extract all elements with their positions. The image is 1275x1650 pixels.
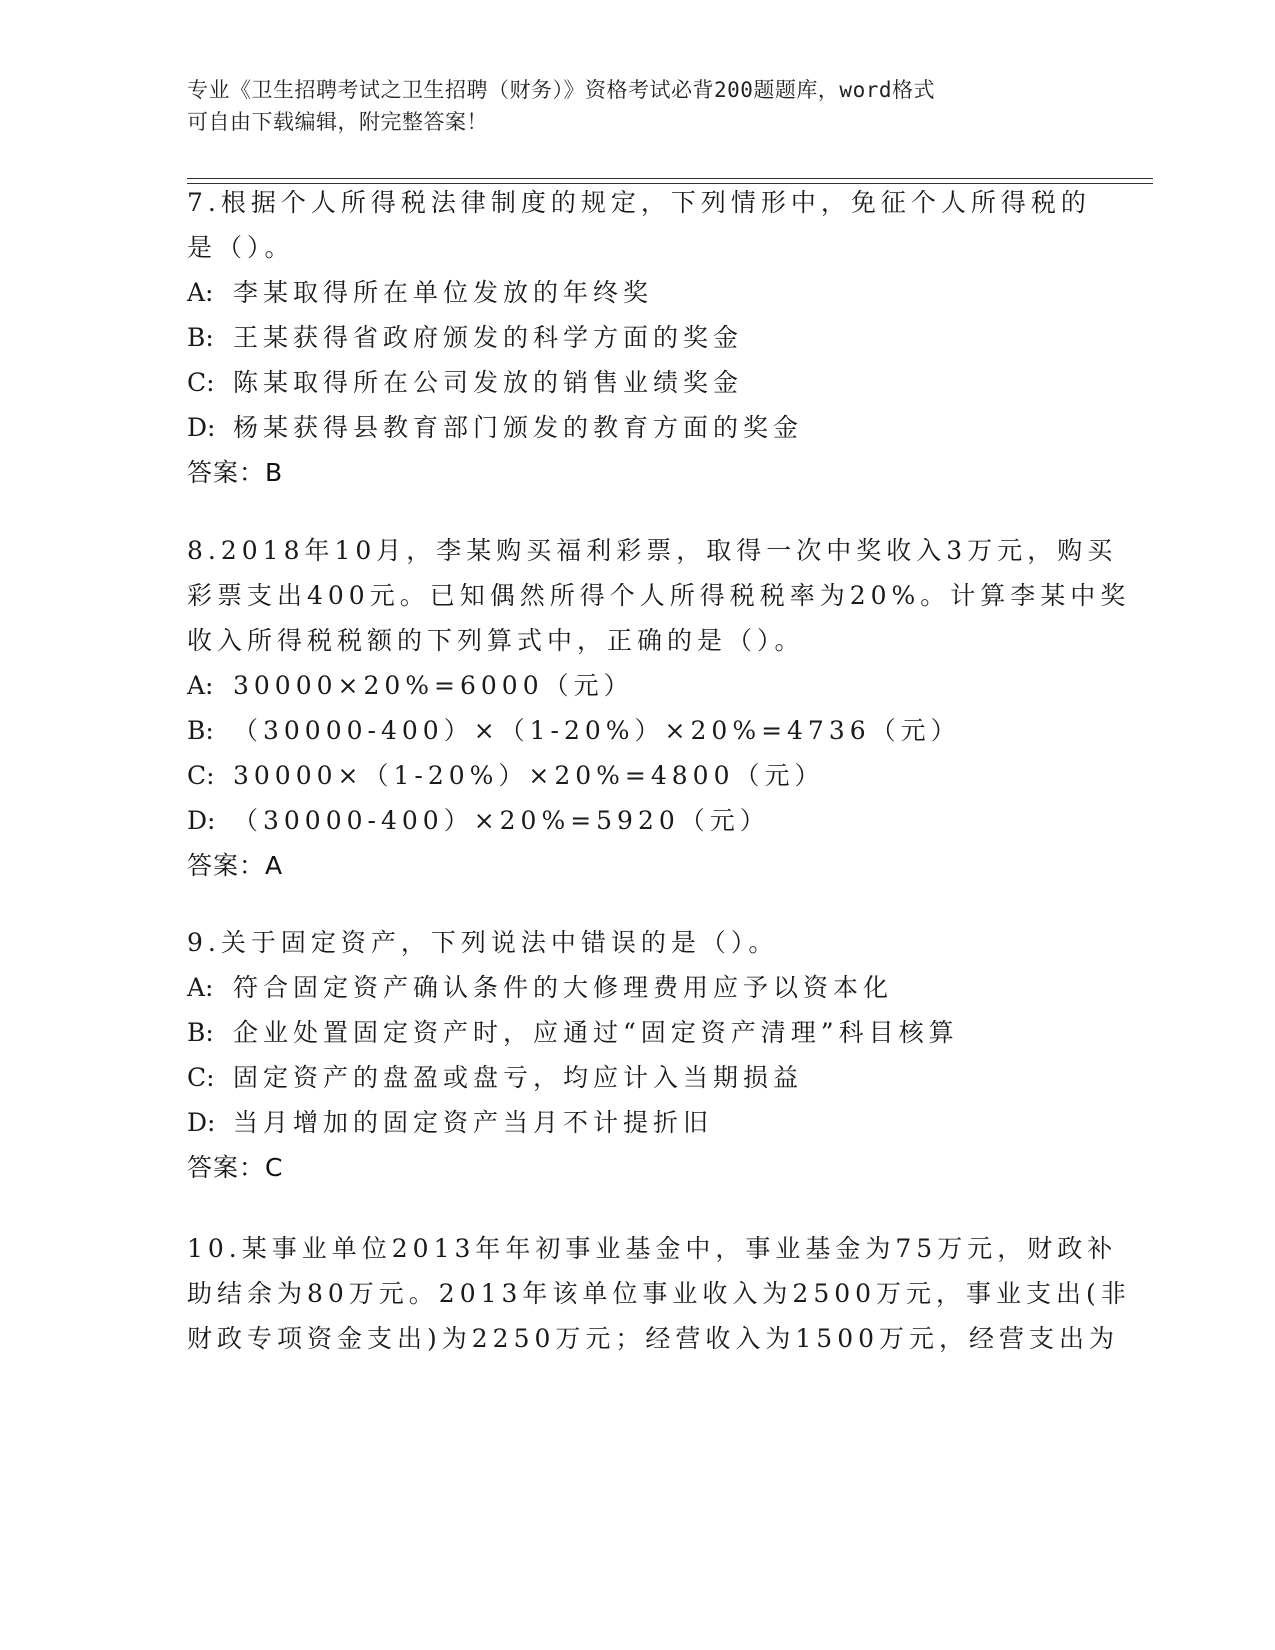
option-key: B: [187, 1018, 214, 1047]
option-text: 王某获得省政府颁发的科学方面的奖金 [233, 323, 744, 352]
question-8-option-a [187, 663, 1087, 708]
question-7-option-a [187, 270, 1087, 315]
question-9-option-d [187, 1100, 1087, 1145]
question-9 [187, 920, 1087, 1190]
option-key: D: [187, 1108, 216, 1137]
option-text: （30000-400）×（1-20%）×20%=4736（元） [233, 716, 961, 745]
question-7-stem-line-2: 是（）。 [187, 233, 295, 262]
question-7-stem-line-1: 7.根据个人所得税法律制度的规定，下列情形中，免征个人所得税的 [187, 188, 1091, 217]
question-7 [187, 180, 1091, 495]
option-key: A: [187, 278, 214, 307]
question-9-stem-line-1: 9.关于固定资产，下列说法中错误的是（）。 [187, 928, 779, 957]
option-key: A: [187, 671, 214, 700]
header-line-2: 可自由下载编辑，附完整答案！ [187, 110, 488, 134]
header-divider-top [187, 178, 1153, 179]
question-8-stem-line-1: 8.2018年10月，李某购买福利彩票，取得一次中奖收入3万元，购买 [187, 536, 1118, 565]
question-10 [187, 1226, 1131, 1361]
option-key: C: [187, 1063, 215, 1092]
question-10-stem-line-1: 10.某事业单位2013年年初事业基金中，事业基金为75万元，财政补 [187, 1234, 1118, 1263]
option-key: B: [187, 323, 214, 352]
option-text: 企业处置固定资产时，应通过“固定资产清理”科目核算 [233, 1018, 959, 1047]
option-text: 符合固定资产确认条件的大修理费用应予以资本化 [233, 973, 894, 1002]
question-8-answer: 答案：A [187, 851, 284, 880]
question-7-option-c [187, 360, 1087, 405]
question-8-option-d [187, 798, 1087, 843]
question-8-stem-line-2: 彩票支出400元。已知偶然所得个人所得税税率为20%。计算李某中奖 [187, 581, 1131, 610]
option-text: 30000×20%=6000（元） [233, 671, 634, 700]
question-7-answer: 答案：B [187, 458, 284, 487]
option-text: （30000-400）×20%=5920（元） [233, 806, 770, 835]
question-8 [187, 528, 1131, 888]
question-10-stem-line-3: 财政专项资金支出)为2250万元；经营收入为1500万元，经营支出为 [187, 1324, 1120, 1353]
option-key: C: [187, 368, 215, 397]
question-8-stem-line-3: 收入所得税税额的下列算式中，正确的是（）。 [187, 626, 805, 655]
question-9-option-a [187, 965, 1087, 1010]
option-text: 固定资产的盘盈或盘亏，均应计入当期损益 [233, 1063, 804, 1092]
question-7-option-d [187, 405, 1087, 450]
document-header [187, 74, 1067, 138]
option-key: A: [187, 973, 214, 1002]
question-9-answer: 答案：C [187, 1153, 284, 1182]
question-8-option-c [187, 753, 1087, 798]
header-line-1: 专业《卫生招聘考试之卫生招聘（财务）》资格考试必背200题题库，word格式 [187, 78, 935, 102]
question-8-option-b [187, 708, 1087, 753]
option-text: 陈某取得所在公司发放的销售业绩奖金 [233, 368, 744, 397]
option-key: C: [187, 761, 215, 790]
question-10-stem-line-2: 助结余为80万元。2013年该单位事业收入为2500万元，事业支出(非 [187, 1279, 1131, 1308]
option-text: 当月增加的固定资产当月不计提折旧 [233, 1108, 714, 1137]
question-7-option-b [187, 315, 1087, 360]
option-text: 30000×（1-20%）×20%=4800（元） [233, 761, 825, 790]
question-9-option-c [187, 1055, 1087, 1100]
option-text: 李某取得所在单位发放的年终奖 [233, 278, 654, 307]
option-key: D: [187, 413, 216, 442]
option-text: 杨某获得县教育部门颁发的教育方面的奖金 [233, 413, 804, 442]
option-key: B: [187, 716, 214, 745]
option-key: D: [187, 806, 216, 835]
question-9-option-b [187, 1010, 1087, 1055]
